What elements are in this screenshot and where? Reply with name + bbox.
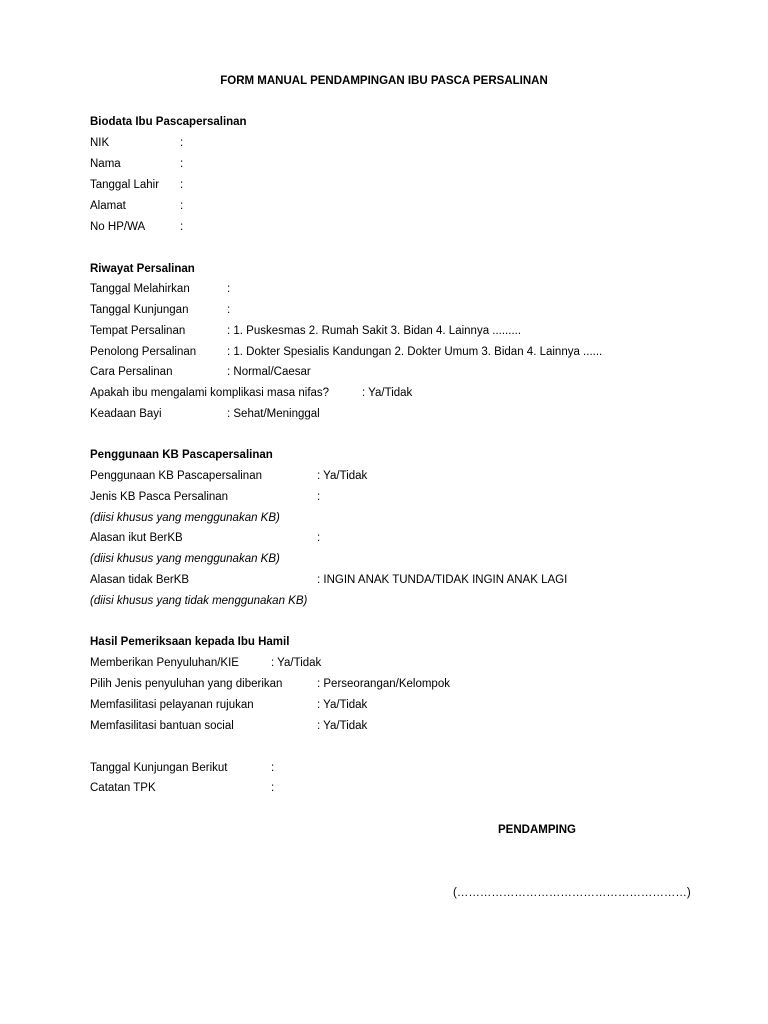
- signature-line: (……………………………………………………): [453, 887, 691, 899]
- riwayat-label-keadaan-bayi: Keadaan Bayi: [90, 408, 162, 420]
- biodata-label-alamat: Alamat: [90, 200, 126, 212]
- biodata-sep-no-hp: :: [180, 221, 184, 233]
- riwayat-heading: Riwayat Persalinan: [90, 263, 195, 275]
- kb-note-tidak-menggunakan: (diisi khusus yang tidak menggunakan KB): [90, 595, 308, 607]
- biodata-label-no-hp: No HP/WA: [90, 221, 146, 233]
- hasil-label-jenis-penyuluhan: Pilih Jenis penyuluhan yang diberikan: [90, 678, 283, 690]
- riwayat-value-komplikasi: : Ya/Tidak: [362, 387, 413, 399]
- biodata-label-tanggal-lahir: Tanggal Lahir: [90, 179, 160, 191]
- signature-role: PENDAMPING: [498, 824, 576, 836]
- biodata-sep-nama: :: [180, 158, 184, 170]
- hasil-value-bantuan-social: : Ya/Tidak: [317, 720, 368, 732]
- hasil-value-penyuluhan: : Ya/Tidak: [271, 657, 322, 669]
- hasil-value-rujukan: : Ya/Tidak: [317, 699, 368, 711]
- biodata-sep-alamat: :: [180, 200, 184, 212]
- riwayat-label-tanggal-kunjungan: Tanggal Kunjungan: [90, 304, 189, 316]
- riwayat-value-cara: : Normal/Caesar: [227, 366, 311, 378]
- riwayat-value-tanggal-melahirkan: :: [227, 283, 231, 295]
- riwayat-label-cara: Cara Persalinan: [90, 366, 173, 378]
- riwayat-label-tempat: Tempat Persalinan: [90, 325, 186, 337]
- kb-value-jenis: :: [317, 491, 321, 503]
- kb-label-alasan-tidak: Alasan tidak BerKB: [90, 574, 190, 586]
- riwayat-label-komplikasi: Apakah ibu mengalami komplikasi masa nifas?: [90, 387, 330, 399]
- biodata-label-nama: Nama: [90, 158, 121, 170]
- form-title: FORM MANUAL PENDAMPINGAN IBU PASCA PERSALINAN: [220, 75, 548, 87]
- biodata-sep-tanggal-lahir: :: [180, 179, 184, 191]
- biodata-sep-nik: :: [180, 137, 184, 149]
- hasil-value-jenis-penyuluhan: : Perseorangan/Kelompok: [317, 678, 450, 690]
- kunjungan-value-catatan-tpk: :: [271, 782, 275, 794]
- biodata-label-nik: NIK: [90, 137, 110, 149]
- riwayat-value-tanggal-kunjungan: :: [227, 304, 231, 316]
- riwayat-label-tanggal-melahirkan: Tanggal Melahirkan: [90, 283, 190, 295]
- kunjungan-label-catatan-tpk: Catatan TPK: [90, 782, 156, 794]
- kb-label-alasan-ikut: Alasan ikut BerKB: [90, 532, 183, 544]
- hasil-label-bantuan-social: Memfasilitasi bantuan social: [90, 720, 234, 732]
- kb-label-jenis: Jenis KB Pasca Persalinan: [90, 491, 229, 503]
- kb-note-menggunakan-1: (diisi khusus yang menggunakan KB): [90, 512, 280, 524]
- riwayat-value-penolong: : 1. Dokter Spesialis Kandungan 2. Dokter Umum 3. Bidan 4. Lainnya ......: [227, 346, 603, 358]
- kunjungan-label-berikut: Tanggal Kunjungan Berikut: [90, 762, 228, 774]
- kb-value-alasan-ikut: :: [317, 532, 321, 544]
- hasil-label-penyuluhan: Memberikan Penyuluhan/KIE: [90, 657, 239, 669]
- kb-value-alasan-tidak: : INGIN ANAK TUNDA/TIDAK INGIN ANAK LAGI: [317, 574, 568, 586]
- kb-note-menggunakan-2: (diisi khusus yang menggunakan KB): [90, 553, 280, 565]
- hasil-heading: Hasil Pemeriksaan kepada Ibu Hamil: [90, 636, 290, 648]
- riwayat-value-tempat: : 1. Puskesmas 2. Rumah Sakit 3. Bidan 4. Lainnya .........: [227, 325, 522, 337]
- riwayat-value-keadaan-bayi: : Sehat/Meninggal: [227, 408, 320, 420]
- kunjungan-value-berikut: :: [271, 762, 275, 774]
- biodata-heading: Biodata Ibu Pascapersalinan: [90, 116, 247, 128]
- hasil-label-rujukan: Memfasilitasi pelayanan rujukan: [90, 699, 254, 711]
- kb-heading: Penggunaan KB Pascapersalinan: [90, 449, 273, 461]
- kb-value-penggunaan: : Ya/Tidak: [317, 470, 368, 482]
- kb-label-penggunaan: Penggunaan KB Pascapersalinan: [90, 470, 262, 482]
- riwayat-label-penolong: Penolong Persalinan: [90, 346, 197, 358]
